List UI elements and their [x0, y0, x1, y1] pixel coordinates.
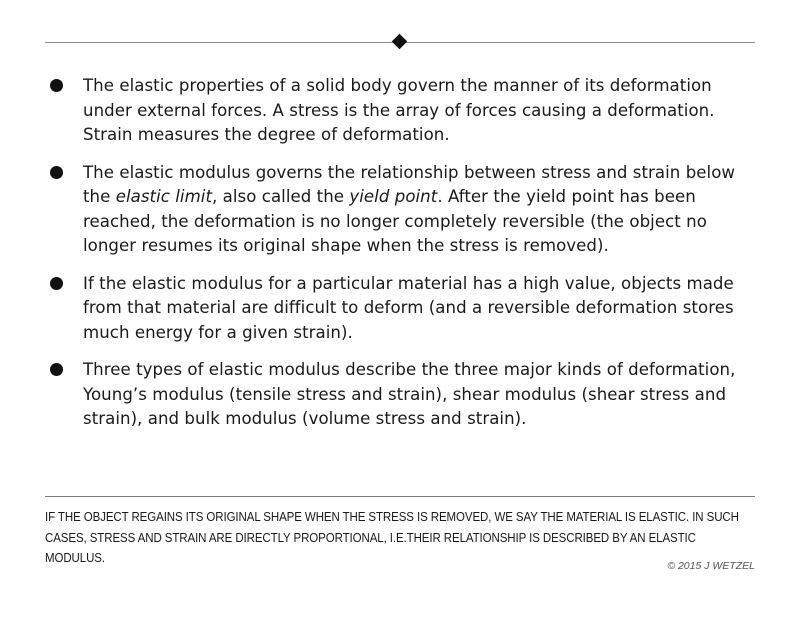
bullet-item: [46, 358, 760, 432]
bullet-list: [46, 74, 760, 445]
diamond-ornament-icon: [392, 34, 408, 50]
bottom-divider: [45, 496, 755, 497]
bullet-text: [83, 161, 760, 259]
text-span: . After the yield point has been reached, the deformation is no longer completely reversible (the object no longer resumes its original shape when the stress is removed).: [83, 187, 707, 255]
term-yield-point: yield point: [349, 187, 438, 206]
bullet-dot-icon: [50, 79, 63, 92]
copyright: © 2015 J WETZEL: [667, 560, 755, 572]
text-span: , also called the: [212, 187, 350, 206]
term-elastic-limit: elastic limit: [115, 187, 213, 206]
bullet-dot-icon: [50, 166, 63, 179]
bullet-text: Three types of elastic modulus describe the three major kinds of deformation, Young’s modulus (tensile stress and strain), shear modulus (shear stress and strain), and bulk modulus (volume stress and strain).: [83, 360, 736, 428]
bullet-text: The elastic properties of a solid body govern the manner of its deformation under external forces. A stress is the array of forces causing a deformation. Strain measures the degree of deformation.: [83, 76, 715, 144]
bullet-item: [46, 272, 760, 346]
bullet-item: [46, 74, 760, 148]
bullet-text: If the elastic modulus for a particular material has a high value, objects made from that material are difficult to deform (and a reversible deformation stores much energy for a given strain).: [83, 273, 734, 342]
bullet-dot-icon: [50, 363, 63, 376]
bullet-item: [46, 161, 760, 259]
text-span: The elastic modulus governs the relationship between stress and strain below the: [83, 162, 736, 206]
footnote: IF THE OBJECT REGAINS ITS ORIGINAL SHAPE WHEN THE STRESS IS REMOVED, WE SAY THE MATERIAL IS ELASTIC. IN SUCH CASES, STRESS AND STRAIN ARE DIRECTLY PROPORTIONAL, I.E.THEIR RELATIONSHIP IS DESCRIBED BY AN ELASTIC MODULUS.: [45, 510, 739, 565]
bullet-dot-icon: [50, 277, 63, 290]
